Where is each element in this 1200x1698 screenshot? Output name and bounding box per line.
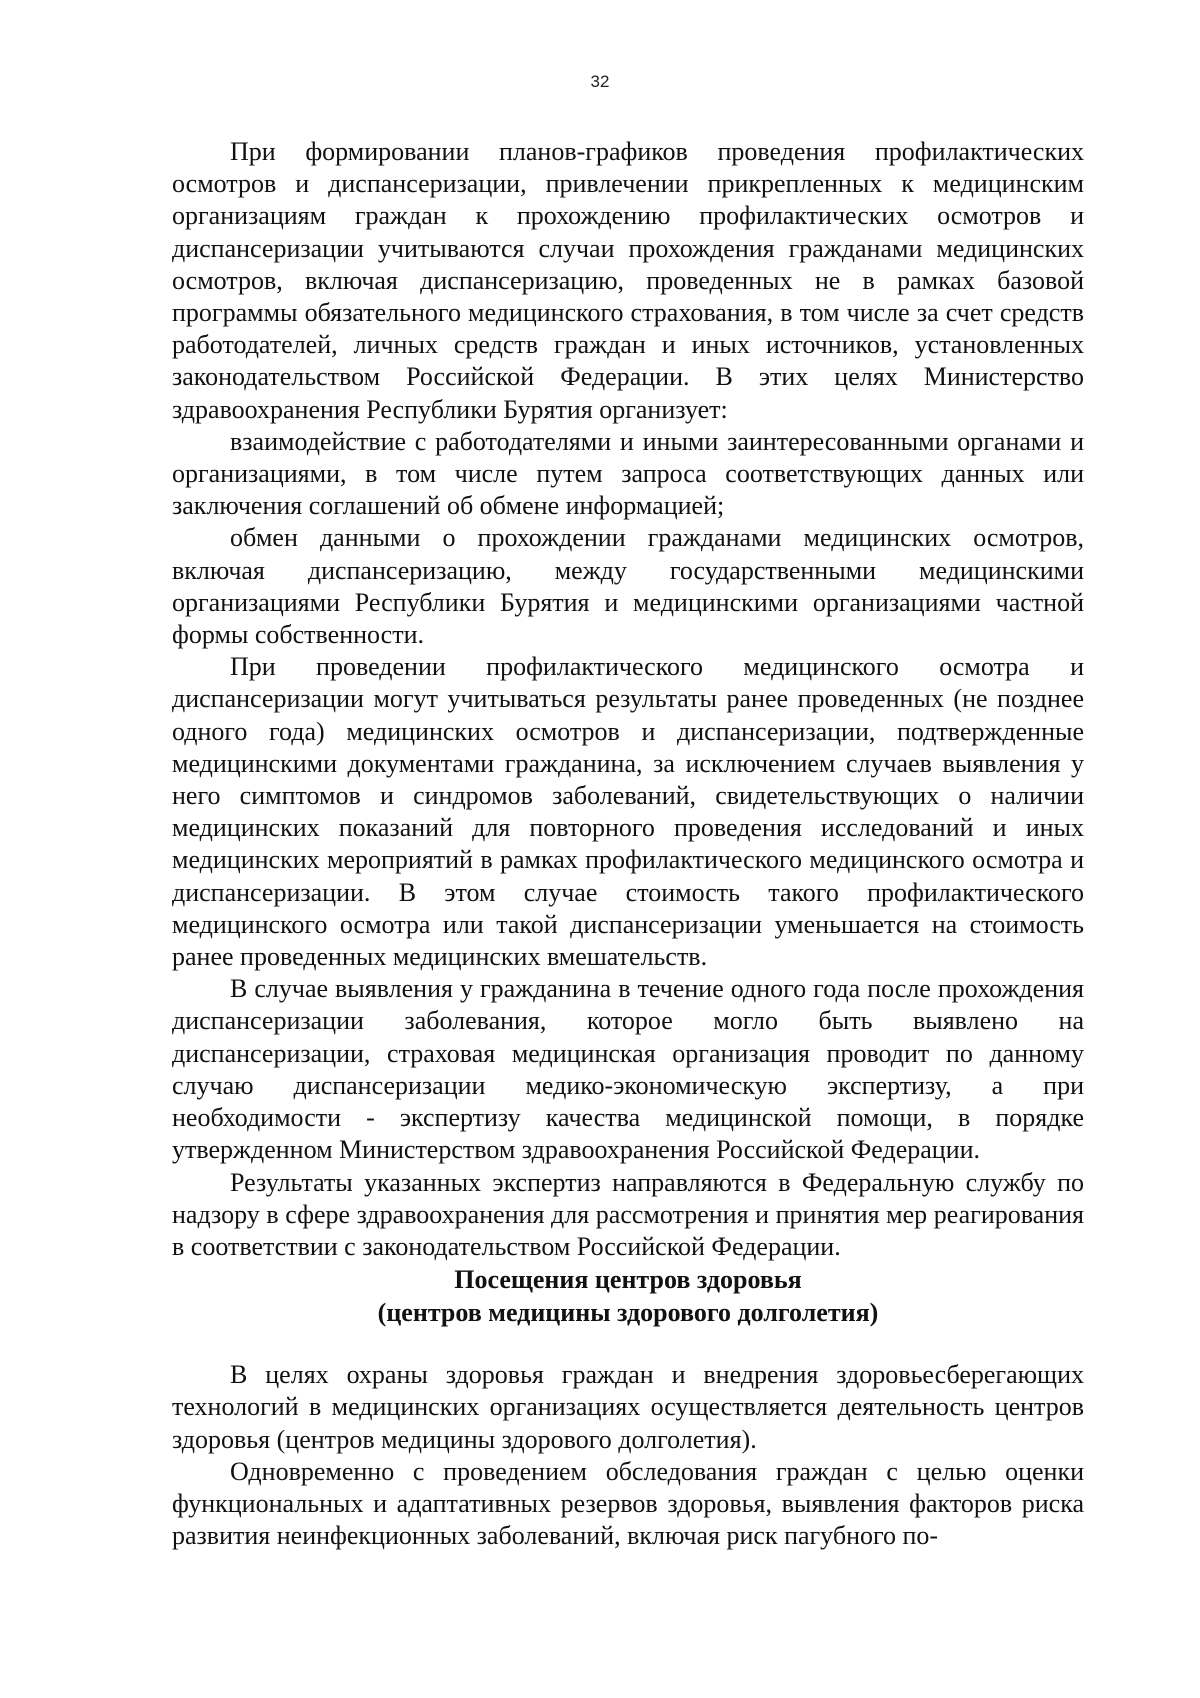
- paragraph: В случае выявления у гражданина в течение одного года после прохождения диспансеризации заболевания, которое могло быть выявлено на диспансеризации, страховая медицинская организация проводит по данному случаю диспансеризации медико-экономическую экспертизу, а при необходимости - экспертизу качества медицинской помощи, в порядке утвержденном Министерством здравоохранения Российской Федерации.: [172, 974, 1084, 1165]
- section-heading-line-1: Посещения центров здоровья: [454, 1265, 802, 1295]
- paragraph: обмен данными о прохождении гражданами медицинских осмотров, включая диспансеризацию, между государственными медицинскими организациями Республики Бурятия и медицинскими организациями частной формы собственности.: [172, 523, 1084, 650]
- paragraph: В целях охраны здоровья граждан и внедрения здоровьесберегающих технологий в медицинских организациях осуществляется деятельность центров здоровья (центров медицины здорового долголетия).: [172, 1360, 1084, 1454]
- section-heading: [172, 1263, 1084, 1329]
- paragraph: При формировании планов-графиков проведения профилактических осмотров и диспансеризации, привлечении прикрепленных к медицинским организациям граждан к прохождению профилактических осмотров и диспансеризации учитываются случаи прохождения гражданами медицинских осмотров, включая диспансеризацию, проведенных не в рамках базовой программы обязательного медицинского страхования, в том числе за счет средств работодателей, личных средств граждан и иных источников, установленных законодательством Российской Федерации. В этих целях Министерство здравоохранения Республики Бурятия организует:: [172, 137, 1084, 424]
- document-body: [172, 136, 1084, 1552]
- page-number: 32: [590, 72, 610, 91]
- section-heading-line-2: (центров медицины здорового долголетия): [377, 1298, 879, 1328]
- paragraph: Одновременно с проведением обследования граждан с целью оценки функциональных и адаптативных резервов здоровья, выявления факторов риска развития неинфекционных заболеваний, включая риск пагубного по-: [172, 1456, 1084, 1551]
- paragraph: Результаты указанных экспертиз направляются в Федеральную службу по надзору в сфере здравоохранения для рассмотрения и принятия мер реагирования в соответствии с законодательством Российской Федерации.: [172, 1167, 1084, 1261]
- paragraph: взаимодействие с работодателями и иными заинтересованными органами и организациями, в том числе путем запроса соответствующих данных или заключения соглашений об обмене информацией;: [172, 426, 1084, 521]
- heading-spacer: [172, 1329, 1084, 1359]
- paragraph: При проведении профилактического медицинского осмотра и диспансеризации могут учитываться результаты ранее проведенных (не позднее одного года) медицинских осмотров и диспансеризации, подтвержденные медицинскими документами гражданина, за исключением случаев выявления у него симптомов и синдромов заболеваний, свидетельствующих о наличии медицинских показаний для повторного проведения исследований и иных медицинских мероприятий в рамках профилактического медицинского осмотра и диспансеризации. В этом случае стоимость такого профилактического медицинского осмотра или такой диспансеризации уменьшается на стоимость ранее проведенных медицинских вмешательств.: [172, 652, 1084, 972]
